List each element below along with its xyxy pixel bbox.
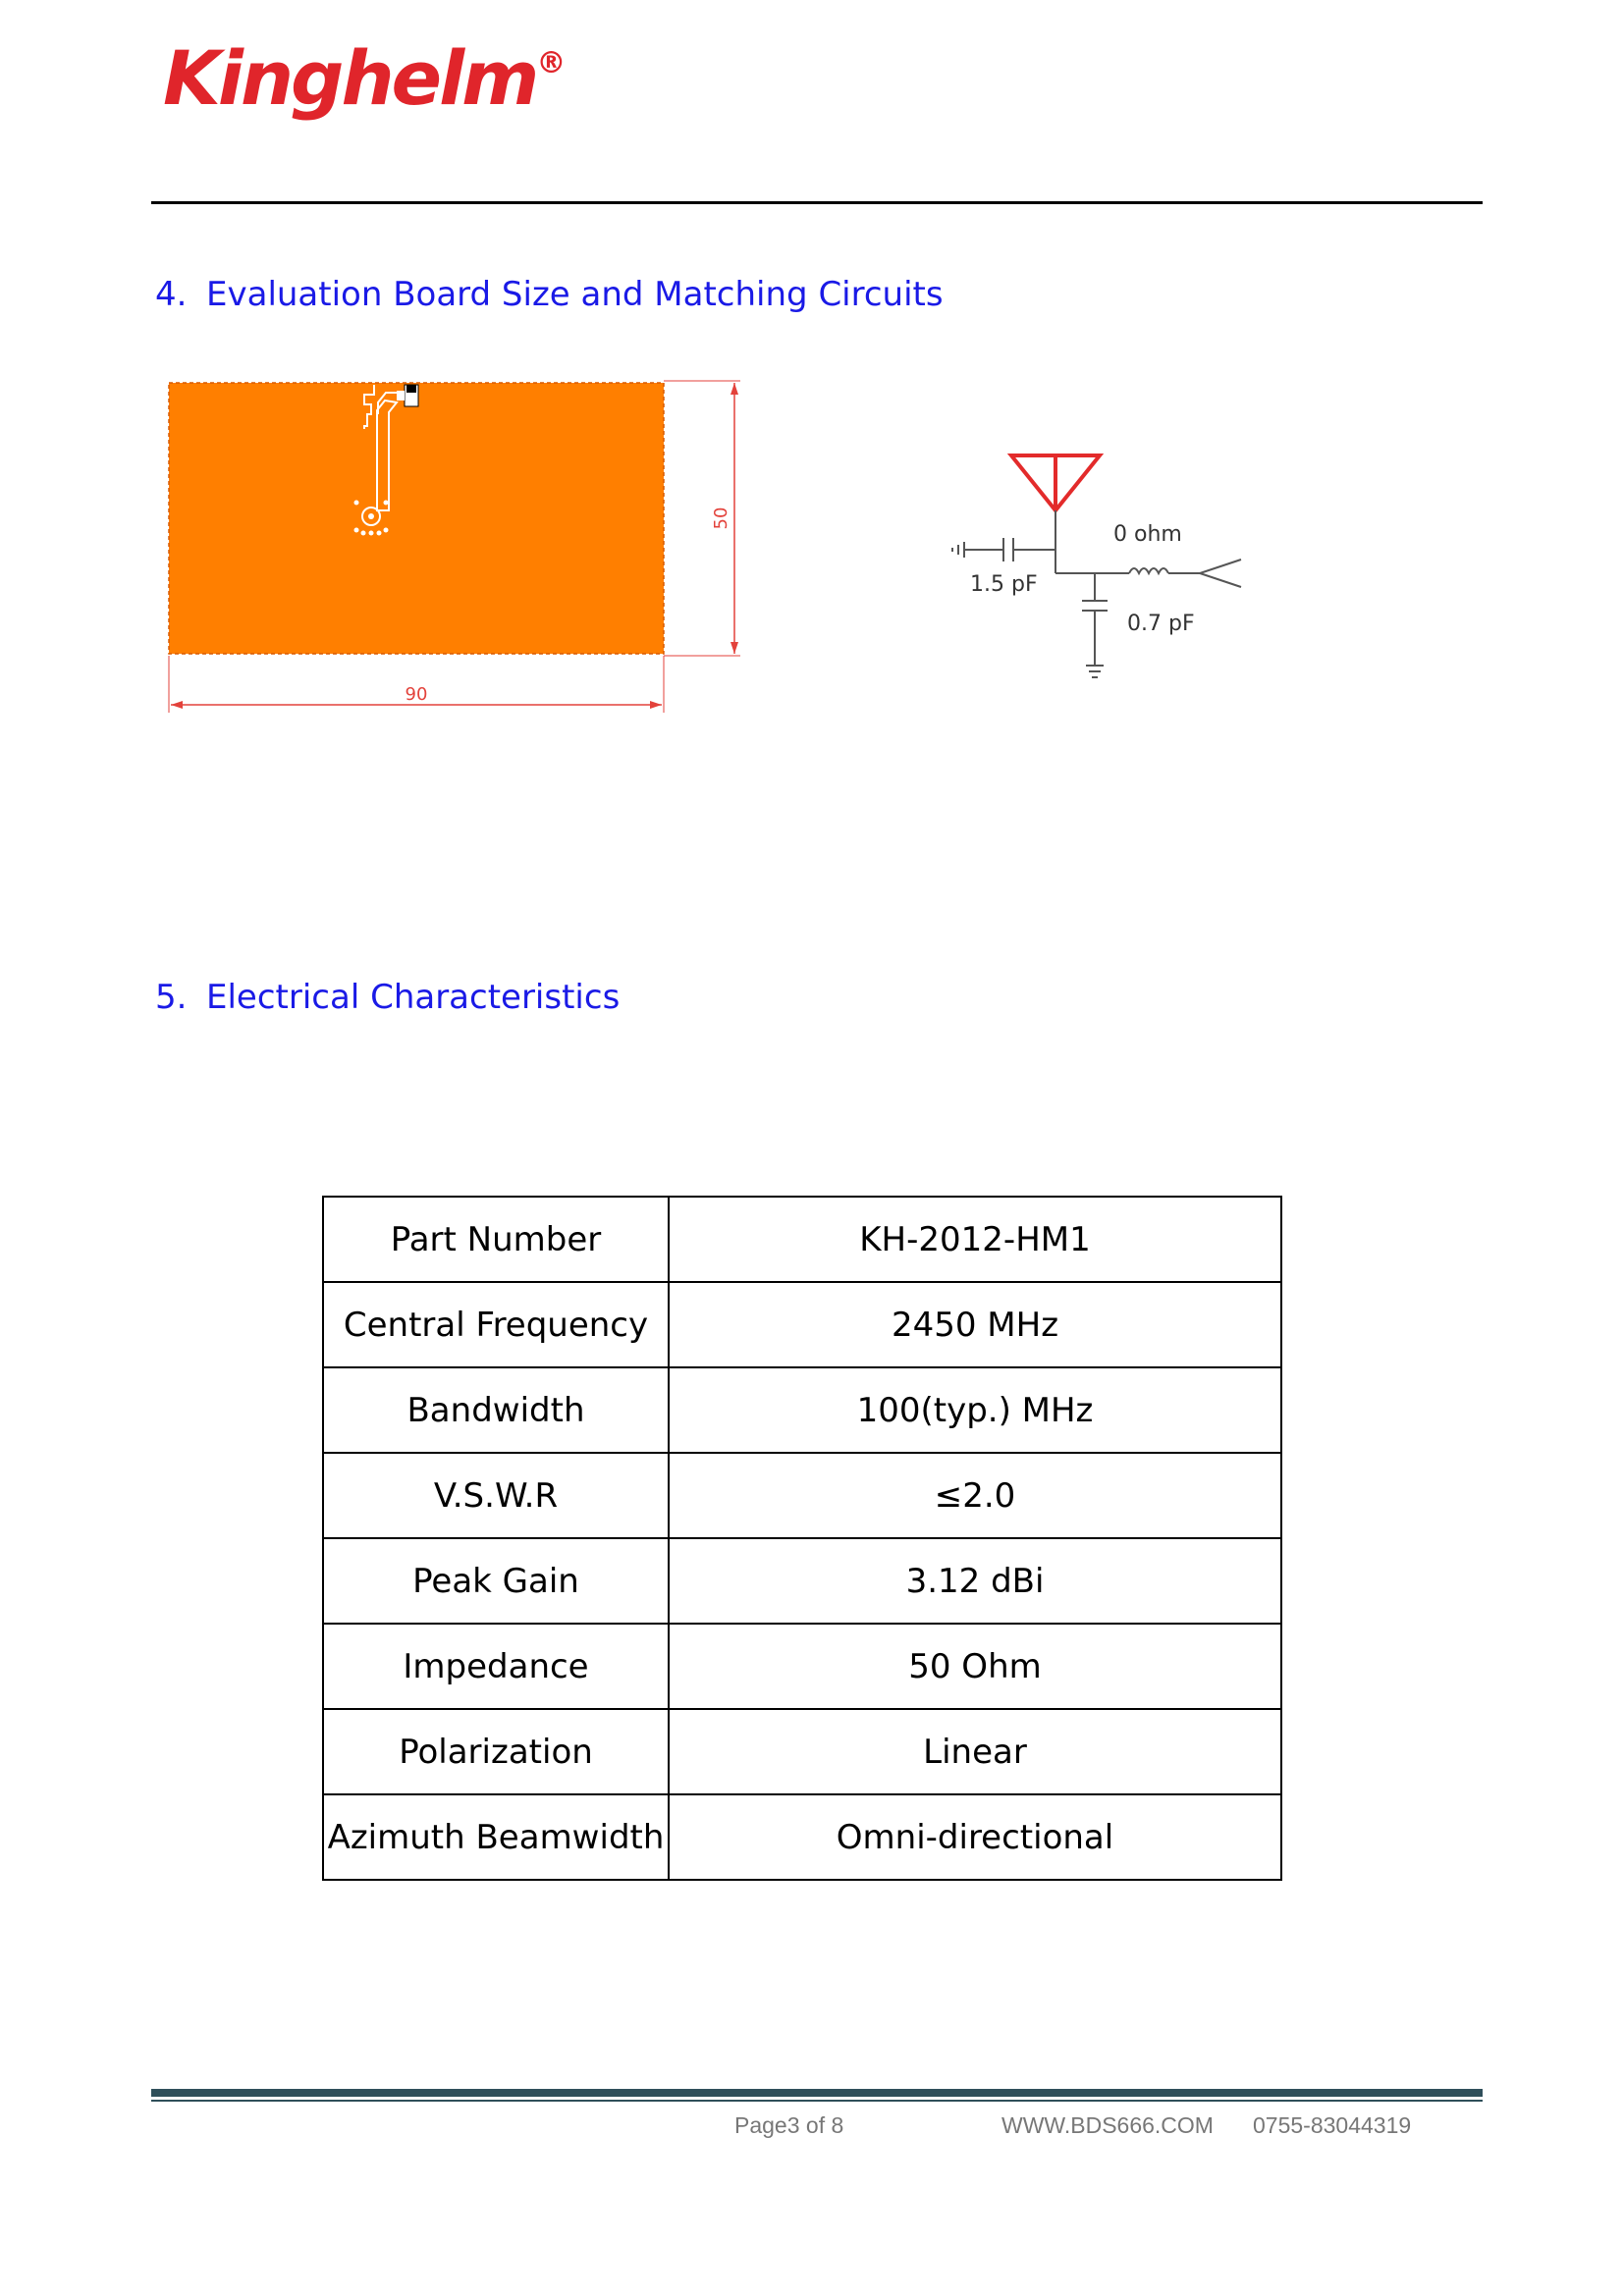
row-value: 2450 MHz xyxy=(669,1282,1281,1367)
table-row xyxy=(323,1709,1281,1794)
row-label: Impedance xyxy=(323,1624,669,1709)
evaluation-board-diagram xyxy=(157,373,766,717)
footer-rule-thin xyxy=(151,2100,1483,2102)
section-5-heading xyxy=(155,978,620,1017)
kinghelm-logo: Kinghelm® xyxy=(163,34,567,122)
inductor-label: 0 ohm xyxy=(1113,522,1182,547)
port-icon xyxy=(1200,560,1241,587)
row-label: Azimuth Beamwidth xyxy=(323,1794,669,1880)
section-5-number: 5. xyxy=(155,978,188,1017)
cap1-label: 1.5 pF xyxy=(970,572,1038,597)
row-label: V.S.W.R xyxy=(323,1453,669,1538)
via xyxy=(369,531,374,536)
via xyxy=(354,501,359,506)
width-label: 90 xyxy=(405,684,428,705)
cap2-label: 0.7 pF xyxy=(1127,612,1195,636)
via xyxy=(354,528,359,533)
section-5-title: Electrical Characteristics xyxy=(206,978,621,1017)
table-row xyxy=(323,1794,1281,1880)
section-4-title: Evaluation Board Size and Matching Circuits xyxy=(206,275,944,314)
dim-arrow xyxy=(171,701,183,709)
row-label: Central Frequency xyxy=(323,1282,669,1367)
board-substrate xyxy=(169,383,664,654)
row-value: ≤2.0 xyxy=(669,1453,1281,1538)
row-value: 100(typ.) MHz xyxy=(669,1367,1281,1453)
via xyxy=(384,501,389,506)
height-label: 50 xyxy=(711,507,731,530)
registered-mark: ® xyxy=(536,45,567,80)
feed-point-center xyxy=(368,513,374,519)
table-row xyxy=(323,1538,1281,1624)
row-value: 3.12 dBi xyxy=(669,1538,1281,1624)
inductor-icon xyxy=(1129,568,1168,573)
dim-arrow xyxy=(650,701,662,709)
section-4-heading xyxy=(155,275,944,314)
row-value: 50 Ohm xyxy=(669,1624,1281,1709)
table-row xyxy=(323,1624,1281,1709)
matching-circuit-diagram xyxy=(943,442,1267,697)
table-row xyxy=(323,1453,1281,1538)
via xyxy=(377,531,382,536)
section-4-number: 4. xyxy=(155,275,188,314)
page-number: Page3 of 8 xyxy=(734,2112,844,2138)
table-row xyxy=(323,1367,1281,1453)
footer-rule xyxy=(151,2089,1483,2097)
chip-pad xyxy=(397,391,405,400)
row-value: Linear xyxy=(669,1709,1281,1794)
footer-website: WWW.BDS666.COM xyxy=(1001,2112,1214,2138)
via xyxy=(361,531,366,536)
row-label: Peak Gain xyxy=(323,1538,669,1624)
dim-arrow xyxy=(730,383,738,395)
via xyxy=(384,528,389,533)
row-label: Polarization xyxy=(323,1709,669,1794)
chip-terminal xyxy=(406,385,416,393)
electrical-characteristics-table xyxy=(322,1196,1282,1881)
row-label: Bandwidth xyxy=(323,1367,669,1453)
table-row xyxy=(323,1282,1281,1367)
footer-phone: 0755-83044319 xyxy=(1253,2112,1412,2138)
table-row xyxy=(323,1197,1281,1282)
row-label: Part Number xyxy=(323,1197,669,1282)
row-value: Omni-directional xyxy=(669,1794,1281,1880)
header-rule xyxy=(151,201,1483,204)
row-value: KH-2012-HM1 xyxy=(669,1197,1281,1282)
dim-arrow xyxy=(730,642,738,654)
